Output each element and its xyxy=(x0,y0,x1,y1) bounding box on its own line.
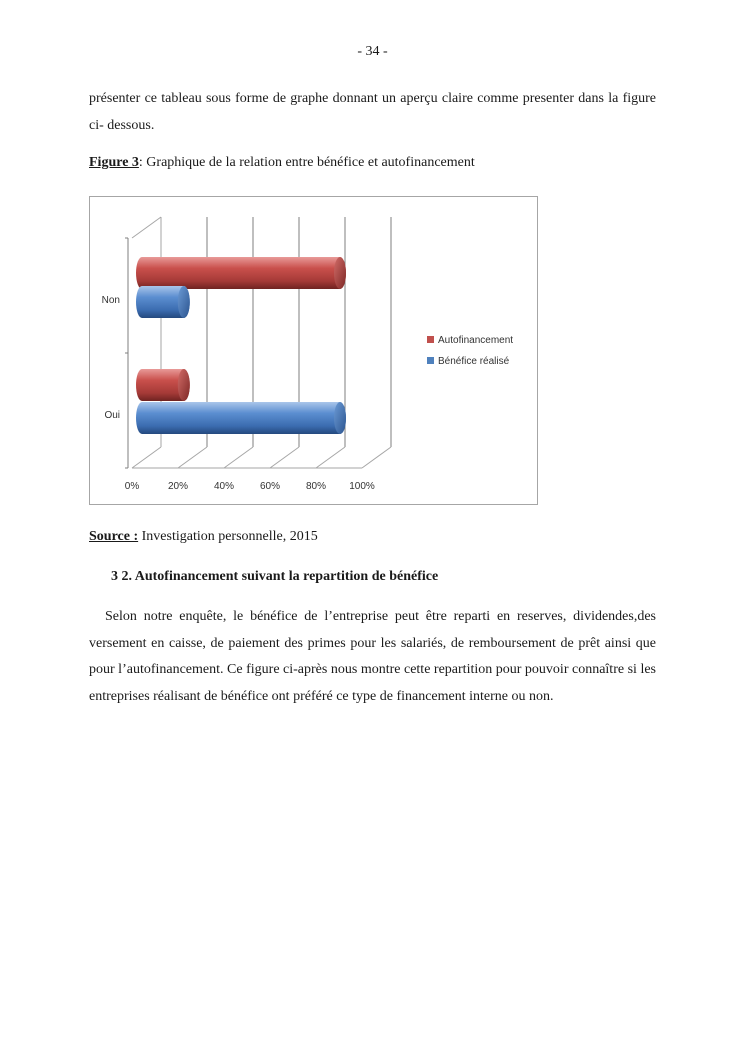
bar-end-cap xyxy=(178,286,190,318)
figure-label: Figure 3 xyxy=(89,155,139,170)
floor-line xyxy=(224,447,253,468)
source-label: Source : xyxy=(89,529,139,544)
section-heading: 3 2. Autofinancement suivant la repartition de bénéfice xyxy=(111,569,439,584)
floor-line xyxy=(270,447,299,468)
bar-end-cap xyxy=(178,369,190,401)
category-label: Oui xyxy=(104,410,120,421)
figure-caption xyxy=(89,155,475,171)
figure-caption-text: : Graphique de la relation entre bénéfice et autofinancement xyxy=(138,155,475,170)
source-line xyxy=(89,529,318,545)
page-number: - 34 - xyxy=(357,44,388,59)
legend-swatch xyxy=(427,357,434,364)
bar-end-cap xyxy=(334,257,346,289)
wall-top-edge xyxy=(132,217,161,238)
legend-swatch xyxy=(427,336,434,343)
bar-chart xyxy=(90,197,537,504)
legend-label: Bénéfice réalisé xyxy=(438,356,510,367)
x-tick-label: 80% xyxy=(305,481,327,492)
x-tick-label: 0% xyxy=(124,481,140,492)
intro-paragraph: présenter ce tableau sous forme de graphe donnant un aperçu claire comme presenter dans la figure ci- dessous. xyxy=(89,91,656,133)
legend-label: Autofinancement xyxy=(438,335,514,346)
chart-frame xyxy=(89,196,538,505)
section-body-paragraph: Selon notre enquête, le bénéfice de l’entreprise peut être reparti en reserves, dividendes,des versement en caisse, de paiement des primes pour les salariés, de remboursement de prêt ainsi que pour l’autofinancement. Ce figure ci-après nous montre cette repartition pour pouvoir connaître si les entreprises réalisant de bénéfice ont préféré ce type de financement interne ou non. xyxy=(89,609,656,704)
bar xyxy=(136,402,346,434)
floor-line xyxy=(362,447,391,468)
bar xyxy=(136,369,190,401)
x-tick-label: 60% xyxy=(259,481,281,492)
category-label: Non xyxy=(101,295,120,306)
bar-end-cap xyxy=(334,402,346,434)
floor-line xyxy=(178,447,207,468)
bar xyxy=(136,286,190,318)
x-tick-label: 100% xyxy=(349,481,375,492)
bar-body xyxy=(136,257,346,289)
x-tick-label: 40% xyxy=(213,481,235,492)
floor-line xyxy=(132,447,161,468)
x-tick-label: 20% xyxy=(167,481,189,492)
bar xyxy=(136,257,346,289)
source-text: Investigation personnelle, 2015 xyxy=(138,529,318,544)
floor-line xyxy=(316,447,345,468)
bar-body xyxy=(136,402,346,434)
